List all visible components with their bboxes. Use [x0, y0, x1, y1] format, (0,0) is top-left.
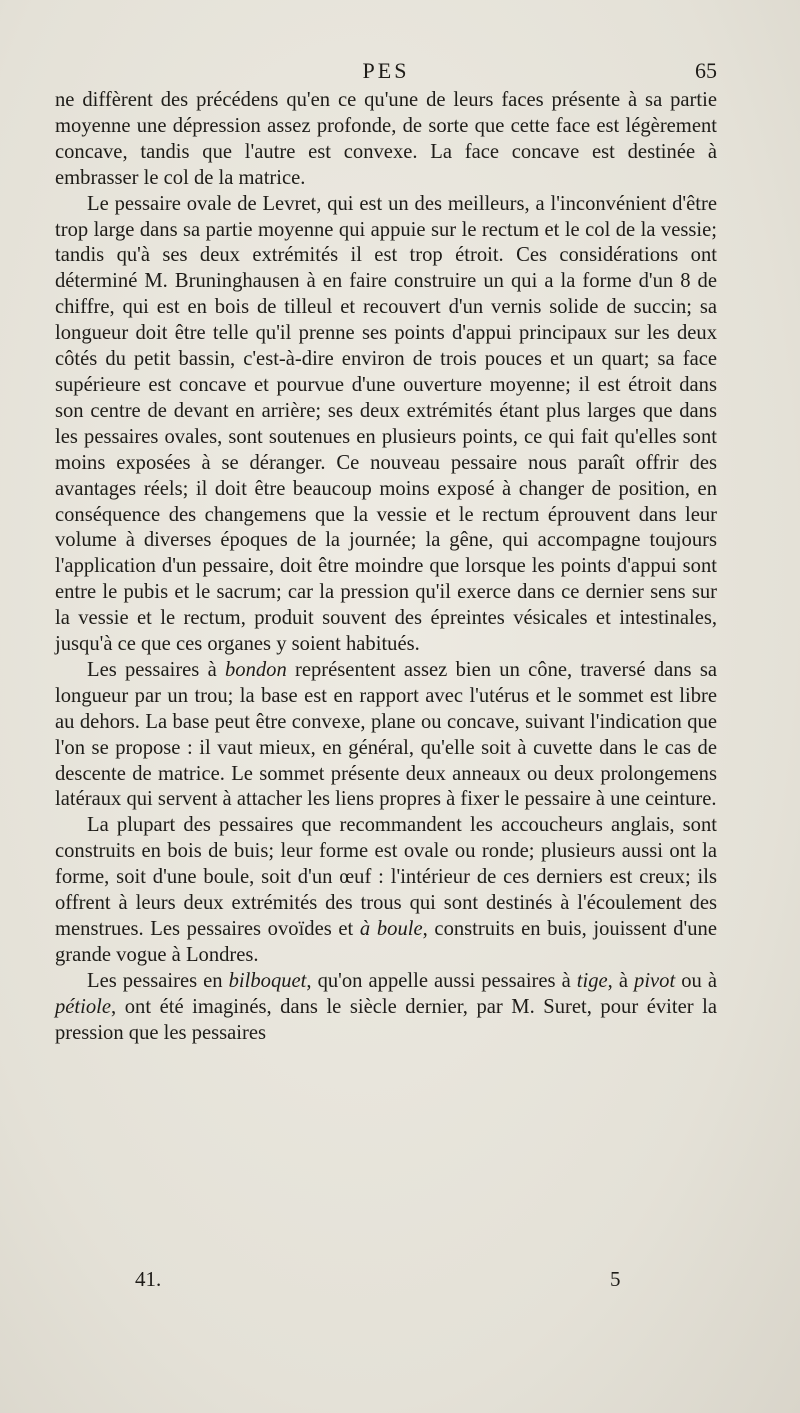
- running-title: PES: [362, 58, 410, 83]
- paragraph: [55, 88, 717, 192]
- italic-term: tige: [576, 969, 608, 992]
- sheet-number: 5: [610, 1267, 621, 1291]
- text-run: Les pessaires à: [87, 658, 225, 681]
- italic-term: bilboquet: [228, 969, 307, 992]
- body-text: [55, 88, 717, 1047]
- italic-term: à boule: [359, 918, 423, 940]
- italic-term: pivot: [634, 969, 676, 992]
- italic-term: pétiole: [55, 995, 112, 1018]
- text-run: , à: [607, 969, 635, 992]
- text-run: , ont été imaginés, dans le siècle dernier, par M. Suret, pour éviter la pression que les pessaires: [55, 995, 717, 1044]
- paragraph: [55, 969, 717, 1047]
- text-run: , qu'on appelle aussi pessaires à: [306, 969, 577, 992]
- paragraph: [55, 813, 717, 968]
- text-run: ou à: [675, 969, 717, 992]
- page-number: 65: [695, 58, 717, 83]
- text-run: La plupart des pessaires que recommandent les accoucheurs anglais, sont construits en bois de buis; leur forme est ovale ou ronde; plusieurs aussi ont la forme, soit d'une boule, soit d'un œuf : l'intérieur de ces derniers est creux; ils offrent à leurs deux extrémités des trous qui sont destinés à l'écoulement des menstrues. Les pessaires ovoïdes et: [55, 814, 717, 940]
- text-run: représentent assez bien un cône, traversé dans sa longueur par un trou; la base est en rapport avec l'utérus et le sommet est libre au dehors. La base peut être convexe, plane ou concave, suivant l'indication que l'on se propose : il vaut mieux, en général, qu'elle soit à cuvette dans le cas de descente de matrice. Le sommet présente deux anneaux ou deux prolongemens latéraux qui servent à attacher les liens propres à fixer le pessaire à une ceinture.: [55, 658, 717, 811]
- text-run: , construits en buis, jouissent d'une grande vogue à Londres.: [55, 918, 717, 966]
- text-run: Les pessaires en: [87, 969, 229, 992]
- signature-mark: 41.: [135, 1267, 162, 1291]
- italic-term: bondon: [224, 658, 287, 681]
- page-footer: [55, 1267, 717, 1297]
- paragraph: [55, 658, 717, 813]
- paragraph: [55, 192, 717, 658]
- text-run: ne diffèrent des précédens qu'en ce qu'une de leurs faces présente à sa partie moyenne une dépression assez profonde, de sorte que cette face est légèrement concave, tandis que l'autre est convexe. La face concave est destinée à embrasser le col de la matrice.: [55, 89, 717, 189]
- text-run: Le pessaire ovale de Levret, qui est un des meilleurs, a l'inconvénient d'être trop large dans sa partie moyenne qui appuie sur le rectum et le col de la vessie; tandis qu'à ses deux extrémités il est trop étroit. Ces considérations ont déterminé M. Bruninghausen à en faire construire un qui a la forme d'un 8 de chiffre, qui est en bois de tilleul et recouvert d'un vernis solide de succin; sa longueur doit être telle qu'il prenne ses points d'appui principaux sur les deux côtés du petit bassin, c'est-à-dire environ de trois pouces et un quart; sa face supérieure est concave et pourvue d'une ouverture moyenne; il est étroit dans son centre de devant en arrière; ses deux extrémités étant plus larges que dans les pessaires ovales, sont soutenues en plusieurs points, ce qui fait qu'elles sont moins exposées à se déranger. Ce nouveau pessaire nous paraît offrir des avantages réels; il doit être beaucoup moins exposé à changer de position, en conséquence des changemens que la vessie et le rectum éprouvent dans leur volume à diverses époques de la journée; la gêne, qui accompagne toujours l'application d'un pessaire, doit être moindre que lorsque les points d'appui sont entre le pubis et le sacrum; car la pression qu'il exerce dans ce dernier sens sur la vessie et le rectum, produit souvent des épreintes vésicales et intestinales, jusqu'à ce que ces organes y soient habitués.: [55, 192, 717, 656]
- page-header: [55, 56, 717, 86]
